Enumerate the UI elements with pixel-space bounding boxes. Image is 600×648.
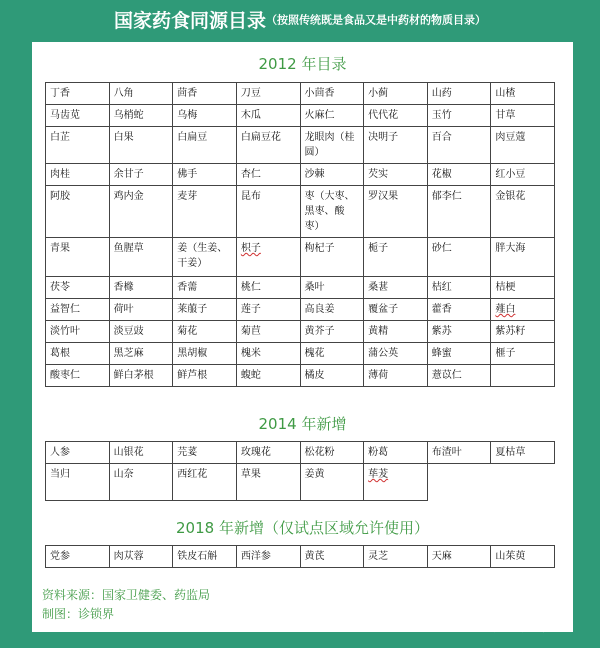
table-cell: 槐花: [300, 343, 364, 365]
table-cell: 胖大海: [491, 238, 555, 277]
table-cell: 枳子: [236, 238, 300, 277]
table-cell: 莱菔子: [173, 299, 237, 321]
table-cell: 乌梅: [173, 105, 237, 127]
table-cell: 红小豆: [491, 164, 555, 186]
table-cell: 决明子: [364, 127, 428, 164]
table-cell: 刀豆: [236, 83, 300, 105]
table-cell: 淡竹叶: [46, 321, 110, 343]
source-text: 资料来源：国家卫健委、药监局: [42, 588, 211, 602]
table-cell: 紫苏: [427, 321, 491, 343]
table-cell: 芡实: [364, 164, 428, 186]
source-note: [42, 586, 210, 624]
table-cell: 覆盆子: [364, 299, 428, 321]
table-cell: 香薷: [173, 277, 237, 299]
table-cell: 八角: [109, 83, 173, 105]
content-panel: [32, 42, 573, 636]
table-cell: 紫苏籽: [491, 321, 555, 343]
table-cell: 白芷: [46, 127, 110, 164]
table-cell: 黄芥子: [300, 321, 364, 343]
table-cell: 桃仁: [236, 277, 300, 299]
table-cell: 芫荽: [173, 442, 237, 464]
page-title: [0, 6, 600, 33]
table-row: [46, 321, 555, 343]
table-row: [46, 105, 555, 127]
table-cell: 黄芪: [300, 546, 364, 568]
table-cell: 布渣叶: [427, 442, 491, 464]
table-cell: 菊花: [173, 321, 237, 343]
table-cell: 郁李仁: [427, 186, 491, 238]
table-row: [46, 186, 555, 238]
table-cell: 花椒: [427, 164, 491, 186]
table-cell: 乌梢蛇: [109, 105, 173, 127]
table-cell: 荷叶: [109, 299, 173, 321]
table-2018: [45, 545, 555, 568]
table-cell: 黑胡椒: [173, 343, 237, 365]
table-cell: 藿香: [427, 299, 491, 321]
table-cell: 薤白: [491, 299, 555, 321]
table-cell: 菊苣: [236, 321, 300, 343]
table-cell: 黄精: [364, 321, 428, 343]
table-cell: 桑葚: [364, 277, 428, 299]
table-cell: 香橼: [109, 277, 173, 299]
table-cell: 姜黄: [300, 464, 364, 501]
table-row: [46, 365, 555, 387]
table-cell: 鱼腥草: [109, 238, 173, 277]
table-cell: 西红花: [173, 464, 237, 501]
table-cell: 青果: [46, 238, 110, 277]
table-cell: 山楂: [491, 83, 555, 105]
table-cell: 代代花: [364, 105, 428, 127]
title-subtitle: （按照传统既是食品又是中药材的物质目录）: [266, 13, 486, 27]
empty-cell: [491, 365, 555, 387]
table-cell: 百合: [427, 127, 491, 164]
table-row: [46, 238, 555, 277]
table-cell: 姜（生姜、干姜）: [173, 238, 237, 277]
table-cell: 马齿苋: [46, 105, 110, 127]
table-cell: 山茱萸: [491, 546, 555, 568]
table-cell: 槐米: [236, 343, 300, 365]
table-row: [46, 127, 555, 164]
table-cell: 昆布: [236, 186, 300, 238]
table-cell: 罗汉果: [364, 186, 428, 238]
table-row: [46, 464, 555, 501]
table-cell: 淡豆豉: [109, 321, 173, 343]
table-cell: 天麻: [427, 546, 491, 568]
table-cell: 木瓜: [236, 105, 300, 127]
table-cell: 山银花: [109, 442, 173, 464]
table-cell: 甘草: [491, 105, 555, 127]
empty-cell: [427, 464, 491, 501]
table-cell: 当归: [46, 464, 110, 501]
table-cell: 酸枣仁: [46, 365, 110, 387]
table-cell: 山奈: [109, 464, 173, 501]
section-title-2014: 2014 年新增: [258, 415, 347, 433]
table-row: [46, 164, 555, 186]
table-cell: 砂仁: [427, 238, 491, 277]
table-cell: 蒲公英: [364, 343, 428, 365]
table-cell: 枸杞子: [300, 238, 364, 277]
table-cell: 栀子: [364, 238, 428, 277]
table-cell: 桔红: [427, 277, 491, 299]
table-cell: 佛手: [173, 164, 237, 186]
table-cell: 鸡内金: [109, 186, 173, 238]
table-cell: 葛根: [46, 343, 110, 365]
table-cell: 小蓟: [364, 83, 428, 105]
table-cell: 火麻仁: [300, 105, 364, 127]
table-cell: 麦芽: [173, 186, 237, 238]
table-row: [46, 343, 555, 365]
table-cell: 余甘子: [109, 164, 173, 186]
brand-logo: 诊锁界: [487, 603, 569, 636]
table-cell: 高良姜: [300, 299, 364, 321]
table-cell: 黑芝麻: [109, 343, 173, 365]
table-cell: 茯苓: [46, 277, 110, 299]
table-cell: 薄荷: [364, 365, 428, 387]
table-cell: 草果: [236, 464, 300, 501]
table-cell: 肉豆蔻: [491, 127, 555, 164]
table-cell: 枣（大枣、黑枣、酸枣）: [300, 186, 364, 238]
table-cell: 铁皮石斛: [173, 546, 237, 568]
table-cell: 杏仁: [236, 164, 300, 186]
table-row: [46, 442, 555, 464]
table-cell: 桔梗: [491, 277, 555, 299]
table-row: [46, 299, 555, 321]
table-cell: 肉苁蓉: [109, 546, 173, 568]
table-cell: 粉葛: [364, 442, 428, 464]
credit-text: 制图：诊锁界: [42, 607, 115, 621]
table-cell: 人参: [46, 442, 110, 464]
table-cell: 白扁豆: [173, 127, 237, 164]
table-cell: 松花粉: [300, 442, 364, 464]
table-cell: 玉竹: [427, 105, 491, 127]
table-cell: 肉桂: [46, 164, 110, 186]
table-cell: 鲜白茅根: [109, 365, 173, 387]
table-row: [46, 83, 555, 105]
table-cell: 橘皮: [300, 365, 364, 387]
table-cell: 金银花: [491, 186, 555, 238]
table-cell: 白果: [109, 127, 173, 164]
table-cell: 蜂蜜: [427, 343, 491, 365]
table-cell: 荜茇: [364, 464, 428, 501]
table-cell: 薏苡仁: [427, 365, 491, 387]
table-cell: 丁香: [46, 83, 110, 105]
table-cell: 夏枯草: [491, 442, 555, 464]
table-cell: 阿胶: [46, 186, 110, 238]
table-cell: 茴香: [173, 83, 237, 105]
table-row: [46, 277, 555, 299]
table-cell: 西洋参: [236, 546, 300, 568]
table-cell: 莲子: [236, 299, 300, 321]
table-cell: 沙棘: [300, 164, 364, 186]
table-2014: [45, 441, 555, 501]
section-title-2012: 2012 年目录: [258, 55, 347, 73]
empty-cell: [491, 464, 555, 501]
table-cell: 桑叶: [300, 277, 364, 299]
table-cell: 蝮蛇: [236, 365, 300, 387]
table-cell: 党参: [46, 546, 110, 568]
table-cell: 灵芝: [364, 546, 428, 568]
table-cell: 榧子: [491, 343, 555, 365]
table-cell: 鲜芦根: [173, 365, 237, 387]
section-title-2018: 2018 年新增（仅试点区域允许使用）: [176, 519, 429, 537]
table-2012: [45, 82, 555, 387]
table-cell: 山药: [427, 83, 491, 105]
table-cell: 小茴香: [300, 83, 364, 105]
table-row: [46, 546, 555, 568]
title-main: 国家药食同源目录: [113, 10, 266, 32]
table-cell: 益智仁: [46, 299, 110, 321]
table-cell: 龙眼肉（桂圆）: [300, 127, 364, 164]
table-cell: 白扁豆花: [236, 127, 300, 164]
table-cell: 玫瑰花: [236, 442, 300, 464]
